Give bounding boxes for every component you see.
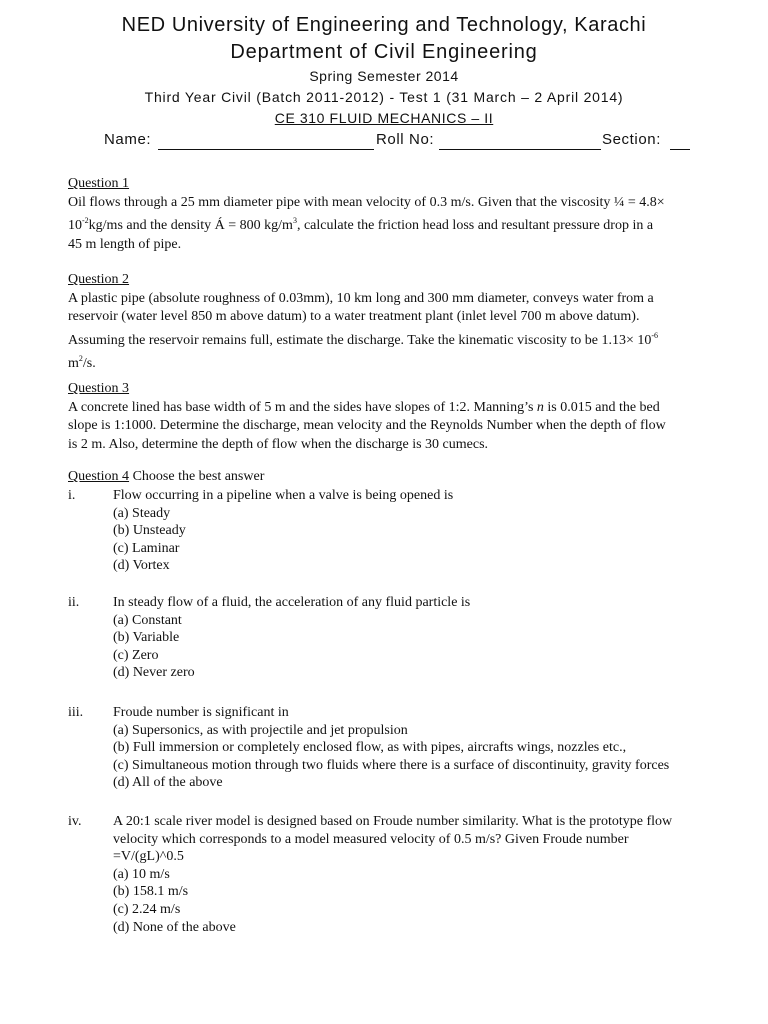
section-blank[interactable] xyxy=(670,149,690,150)
roll-label: Roll No: xyxy=(376,131,435,148)
university-title: NED University of Engineering and Technology, Karachi xyxy=(121,14,647,36)
question-2-line: Assuming the reservoir remains full, estimate the discharge. Take the kinematic viscosity to be $1.13\times 10^{-6}$ xyxy=(68,330,659,348)
mcq-option: (a) 10 m/s xyxy=(113,866,170,882)
mcq-stem: In steady flow of a fluid, the acceleration of any fluid particle is xyxy=(113,595,471,610)
mcq-option: (c) Simultaneous motion through two fluids where there is a surface of discontinuity, gravity forces xyxy=(113,757,670,773)
mcq-stem: velocity which corresponds to a model measured velocity of 0.5 m/s? Given Froude number xyxy=(113,831,629,847)
mcq-option: (b) Full immersion or completely enclosed flow, as with pipes, aircrafts wings, nozzles etc., xyxy=(113,740,627,756)
name-label: Name: xyxy=(104,131,152,148)
mcq-number: ii. xyxy=(68,595,80,610)
mcq-stem: A 20:1 scale river model is designed based on Froude number similarity. What is the prototype flow xyxy=(113,814,673,829)
mcq-number: i. xyxy=(68,488,76,503)
question-3-title: Question 3 xyxy=(68,381,130,396)
mcq-item xyxy=(68,813,748,936)
mcq-option: (a) Steady xyxy=(113,505,171,521)
question-1-line: $10^{-2}kg/ms$ and the density Á = 800 $kg/m^3$, calculate the friction head loss and resultant pressure drop in a xyxy=(68,216,654,233)
mcq-option: (a) Constant xyxy=(113,612,182,628)
question-1-title: Question 1 xyxy=(68,176,130,191)
mcq-number: iv. xyxy=(68,814,82,829)
question-4-instruction: Choose the best answer xyxy=(132,469,265,484)
question-4-heading xyxy=(68,468,728,487)
mcq-stem: =V/(gL)^0.5 xyxy=(113,849,184,865)
question-2-line: reservoir (water level 850 m above datum) to a water treatment plant (inlet level 700 m above datum). xyxy=(68,309,640,324)
mcq-option: (c) 2.24 m/s xyxy=(113,901,181,917)
mcq-item xyxy=(68,487,748,575)
question-2-line: A plastic pipe (absolute roughness of 0.03mm), 10 km long and 300 mm diameter, conveys water from a xyxy=(68,290,654,306)
mcq-item xyxy=(68,704,748,792)
mcq-option: (b) 158.1 m/s xyxy=(113,884,189,900)
roll-blank[interactable] xyxy=(439,149,601,150)
section-label: Section: xyxy=(602,131,661,148)
student-info-row xyxy=(104,131,704,153)
course-title: CE 310 FLUID MECHANICS – II xyxy=(274,110,494,126)
question-1-line: Oil flows through a 25 mm diameter pipe with mean velocity of 0.3 m/s. Given that the viscosity ¼ = 4.8× xyxy=(68,194,665,210)
department-title: Department of Civil Engineering xyxy=(230,41,538,63)
question-4-title: Question 4 xyxy=(68,469,130,484)
mcq-option: (d) Never zero xyxy=(113,665,195,681)
mcq-option: (b) Unsteady xyxy=(113,523,186,539)
question-2-line: $m^2/s$. xyxy=(68,354,96,371)
mcq-option: (d) None of the above xyxy=(113,919,236,935)
mcq-option: (d) All of the above xyxy=(113,775,223,791)
question-1 xyxy=(68,175,728,254)
mcq-stem: Flow occurring in a pipeline when a valve is being opened is xyxy=(113,488,454,503)
semester-line: Spring Semester 2014 xyxy=(309,68,459,84)
mcq-option: (c) Zero xyxy=(113,647,159,663)
mcq-option: (c) Laminar xyxy=(113,540,180,556)
question-2-title: Question 2 xyxy=(68,272,130,287)
test-info-line: Third Year Civil (Batch 2011-2012) - Test 1 (31 March – 2 April 2014) xyxy=(144,89,624,105)
question-3-line: A concrete lined has base width of 5 m and the sides have slopes of 1:2. Manning’s n is 0.015 and the bed xyxy=(68,399,660,415)
mcq-stem: Froude number is significant in xyxy=(113,705,289,720)
question-3-line: slope is 1:1000. Determine the discharge, mean velocity and the Reynolds Number when the depth of flow xyxy=(68,418,666,433)
name-blank[interactable] xyxy=(158,149,374,150)
question-3-line: is 2 m. Also, determine the depth of flow when the discharge is 30 cumecs. xyxy=(68,436,489,452)
mcq-option: (a) Supersonics, as with projectile and jet propulsion xyxy=(113,722,408,738)
question-3 xyxy=(68,380,728,454)
mcq-number: iii. xyxy=(68,705,84,720)
mcq-item xyxy=(68,594,748,682)
mcq-option: (d) Vortex xyxy=(113,558,170,574)
question-2 xyxy=(68,271,728,374)
mcq-option: (b) Variable xyxy=(113,630,180,646)
question-1-line: 45 m length of pipe. xyxy=(68,236,182,252)
